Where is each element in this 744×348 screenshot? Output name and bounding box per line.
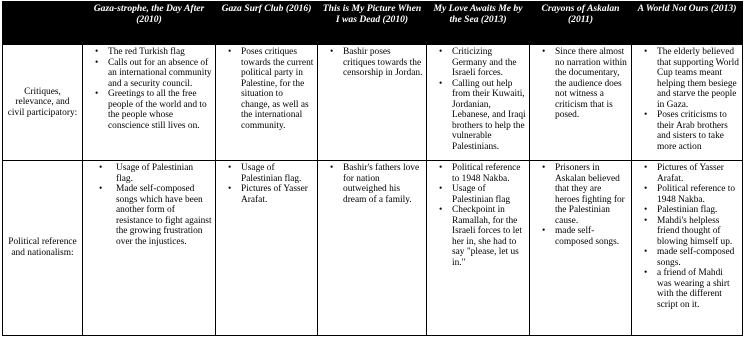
bullet-list bbox=[219, 47, 314, 131]
cell-political-crayons bbox=[530, 161, 632, 336]
cell-critiques-my-love-awaits bbox=[427, 45, 530, 161]
header-row bbox=[3, 2, 743, 45]
header-my-love-awaits: My Love Awaits Me by the Sea (2013) bbox=[427, 2, 530, 45]
list-item: • Made self-composed songs which have been another form of resistance to fight against the growing frustration over the injustices. bbox=[116, 184, 212, 247]
list-item: • made self-composed songs. bbox=[657, 247, 739, 268]
bullet-list bbox=[321, 47, 423, 79]
list-item: • Since there almost no narration within the documentary, the audience does not witness a criticism that is posed. bbox=[555, 47, 628, 121]
header-gaza-surf-club: Gaza Surf Club (2016) bbox=[216, 2, 318, 45]
list-item: • Pictures of Yasser Arafat. bbox=[657, 163, 739, 184]
cell-critiques-world-not-ours bbox=[632, 45, 743, 161]
list-item: • Political reference to 1948 Nakba. bbox=[657, 184, 739, 205]
bullet-list bbox=[635, 163, 739, 310]
list-item: • Calls out for an absence of an international community and a security council. bbox=[108, 58, 212, 90]
header-gaza-strophe: Gaza-strophe, the Day After (2010) bbox=[83, 2, 216, 45]
row-label-political: Political reference and nationalism: bbox=[3, 161, 83, 336]
list-item: • Usage of Palestinian flag bbox=[452, 184, 526, 205]
list-item: • Bashir poses critiques towards the censorship in Jordan. bbox=[343, 47, 423, 79]
bullet-list bbox=[635, 47, 739, 152]
list-item: • The elderly believed that supporting World Cup teams meant helping them besiege and starve the people in Gaza. bbox=[657, 47, 739, 110]
cell-political-my-love-awaits bbox=[427, 161, 530, 336]
cell-political-world-not-ours bbox=[632, 161, 743, 336]
list-item: • Mahdi's helpless friend thought of blowing himself up. bbox=[657, 216, 739, 248]
list-item: • Greetings to all the free people of the world and to the people whose conscience still lives on. bbox=[108, 89, 212, 131]
bullet-list bbox=[86, 47, 212, 131]
bullet-list bbox=[86, 163, 212, 247]
list-item: • Poses critiques towards the current political party in Palestine, for the situation to change, as well as the international community. bbox=[241, 47, 314, 131]
cell-critiques-my-picture bbox=[318, 45, 427, 161]
list-item: • Usage of Palestinian flag. bbox=[241, 163, 314, 184]
list-item: • made self-composed songs. bbox=[555, 226, 628, 247]
header-corner-cell bbox=[3, 2, 83, 45]
bullet-list bbox=[321, 163, 423, 205]
header-crayons-of-askalan: Crayons of Askalan (2011) bbox=[530, 2, 632, 45]
list-item: • Checkpoint in Ramallah, for the Israeli forces to let her in, she had to say "please, let us in." bbox=[452, 205, 526, 268]
cell-critiques-gaza-strophe bbox=[83, 45, 216, 161]
list-item: • Bashir's fathers love for nation outweighed his dream of a family. bbox=[343, 163, 423, 205]
header-my-picture-when-dead: This is My Picture When I was Dead (2010) bbox=[318, 2, 427, 45]
list-item: • Palestinian flag. bbox=[657, 205, 739, 216]
list-item: • Usage of Palestinian flag. bbox=[116, 163, 212, 184]
list-item: • Political reference to 1948 Nakba. bbox=[452, 163, 526, 184]
bullet-list bbox=[533, 163, 628, 247]
comparison-table bbox=[2, 1, 743, 336]
cell-political-gaza-strophe bbox=[83, 161, 216, 336]
list-item: • a friend of Mahdi was wearing a shirt with the different script on it. bbox=[657, 268, 739, 310]
row-label-critiques: Critiques, relevance, and civil participatory: bbox=[3, 45, 83, 161]
table-row-critiques bbox=[3, 45, 743, 161]
table-row-political bbox=[3, 161, 743, 336]
bullet-list bbox=[430, 47, 526, 152]
cell-political-my-picture bbox=[318, 161, 427, 336]
list-item: • The red Turkish flag bbox=[108, 47, 212, 58]
list-item: • Prisoners in Askalan believed that they are heroes fighting for the Palestinian cause. bbox=[555, 163, 628, 226]
cell-critiques-crayons bbox=[530, 45, 632, 161]
header-a-world-not-ours: A World Not Ours (2013) bbox=[632, 2, 743, 45]
list-item: • Poses criticisms to their Arab brothers and sisters to take more action bbox=[657, 110, 739, 152]
list-item: • Criticizing Germany and the Israeli forces. bbox=[452, 47, 526, 79]
bullet-list bbox=[219, 163, 314, 205]
cell-political-gaza-surf-club bbox=[216, 161, 318, 336]
bullet-list bbox=[533, 47, 628, 121]
cell-critiques-gaza-surf-club bbox=[216, 45, 318, 161]
list-item: • Calling out help from their Kuwaiti, Jordanian, Lebanese, and Iraqi brothers to help the vulnerable Palestinians. bbox=[452, 79, 526, 153]
list-item: • Pictures of Yasser Arafat. bbox=[241, 184, 314, 205]
bullet-list bbox=[430, 163, 526, 268]
